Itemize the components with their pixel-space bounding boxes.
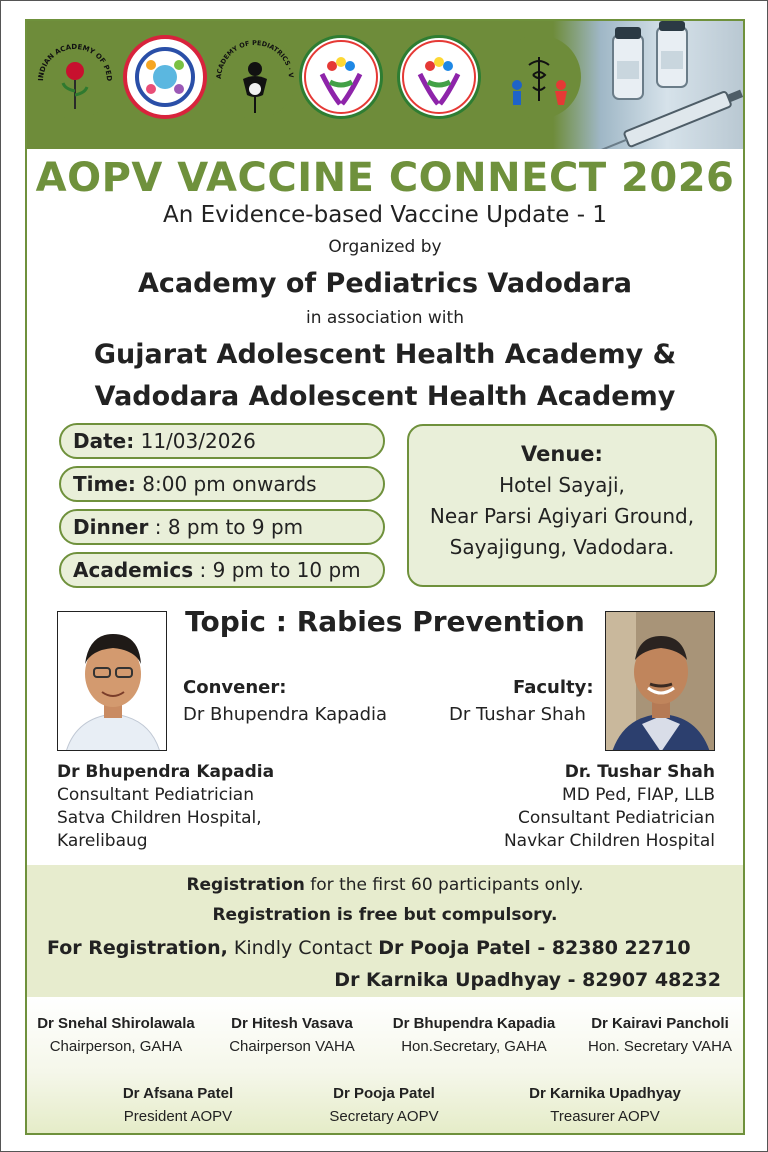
aop-gujarat-logo-icon: [123, 35, 207, 119]
aha-logo-icon: [299, 35, 383, 119]
dinner-value: : 8 pm to 9 pm: [148, 515, 304, 539]
registration-contact-line: [47, 937, 691, 959]
office-bearer-name: Dr Bhupendra Kapadia: [392, 1015, 556, 1032]
convener-bio-line-3: Karelibaug: [57, 831, 148, 851]
logo-header: [27, 21, 743, 149]
organizer-name: Academy of Pediatrics Vadodara: [137, 268, 633, 299]
office-bearer-role: President AOPV: [123, 1108, 233, 1125]
office-bearer-name: Dr Hitesh Vasava: [231, 1015, 353, 1032]
office-bearer-name: Dr Kairavi Pancholi: [591, 1015, 729, 1032]
faculty-bio-name: Dr. Tushar Shah: [564, 762, 715, 782]
office-bearer-name: Dr Karnika Upadhyay: [529, 1085, 681, 1102]
office-bearer-role: Chairperson, GAHA: [49, 1038, 183, 1055]
office-bearer: [379, 1015, 569, 1055]
svg-text:INDIAN ACADEMY OF PEDIATRICS: INDIAN ACADEMY OF PED: [36, 42, 114, 82]
time-value: 8:00 pm onwards: [135, 472, 317, 496]
date-pill: [59, 423, 385, 459]
registration-line-2: Registration is free but compulsory.: [212, 905, 558, 925]
event-title: AOPV VACCINE CONNECT 2026: [35, 155, 735, 201]
office-bearer: [31, 1015, 201, 1055]
faculty-bio-line-3: Navkar Children Hospital: [503, 831, 715, 851]
office-bearer-role: Hon. Secretary VAHA: [588, 1038, 732, 1055]
vaccine-vials-icon: [553, 21, 743, 149]
convener-bio-line-2: Satva Children Hospital,: [57, 808, 262, 828]
venue-line-3: Sayajigung, Vadodara.: [449, 535, 675, 559]
venue-box: [407, 424, 717, 587]
association-label: in association with: [306, 308, 464, 328]
office-bearers: [27, 997, 743, 1133]
dinner-pill: [59, 509, 385, 545]
venue-heading: Venue:: [521, 442, 603, 466]
office-bearer: [103, 1085, 253, 1125]
office-bearer: [505, 1085, 705, 1125]
registration-band: [27, 865, 743, 997]
faculty-name: Dr Tushar Shah: [449, 704, 586, 725]
office-bearer-name: Dr Pooja Patel: [333, 1085, 435, 1102]
registration-line-1-bold: Registration: [186, 875, 305, 895]
office-bearer-role: Secretary AOPV: [329, 1108, 439, 1125]
convener-bio: [57, 761, 274, 853]
faculty-bio-line-1: MD Ped, FIAP, LLB: [562, 785, 715, 805]
associate-2: Vadodara Adolescent Health Academy: [94, 381, 676, 412]
faculty-photo: [605, 611, 715, 751]
convener-bio-line-1: Consultant Pediatrician: [57, 785, 255, 805]
date-value: 11/03/2026: [134, 429, 256, 453]
faculty-label: Faculty:: [513, 677, 594, 698]
convener-label: Convener:: [183, 677, 287, 698]
academics-label: Academics: [73, 558, 194, 582]
office-bearer-role: Hon.Secretary, GAHA: [401, 1038, 547, 1055]
aop-vadodara-logo-icon: [213, 35, 297, 119]
registration-line-1: [27, 875, 743, 895]
registration-contact-2: Dr Karnika Upadhyay - 82907 48232: [334, 969, 721, 991]
organized-by-label: Organized by: [328, 237, 442, 257]
event-subtitle: An Evidence-based Vaccine Update - 1: [163, 202, 607, 228]
registration-line-1-rest: for the first 60 participants only.: [304, 875, 584, 895]
office-bearer-role: Treasurer AOPV: [550, 1108, 660, 1125]
convener-name: Dr Bhupendra Kapadia: [183, 704, 388, 725]
date-label: Date:: [73, 429, 135, 453]
topic-heading: Topic : Rabies Prevention: [185, 605, 585, 638]
time-label: Time:: [73, 472, 136, 496]
registration-contact-rest: Kindly Contact: [227, 937, 379, 959]
academics-pill: [59, 552, 385, 588]
flyer: [25, 19, 745, 1135]
office-bearer: [309, 1085, 459, 1125]
convener-bio-name: Dr Bhupendra Kapadia: [57, 762, 275, 782]
office-bearer-name: Dr Afsana Patel: [122, 1085, 234, 1102]
associate-1: Gujarat Adolescent Health Academy &: [93, 339, 677, 370]
venue-line-2: Near Parsi Agiyari Ground,: [429, 504, 695, 528]
registration-contact-bold: For Registration,: [47, 937, 228, 959]
office-bearer: [577, 1015, 743, 1055]
faculty-bio-line-2: Consultant Pediatrician: [517, 808, 715, 828]
office-bearer-role: Chairperson VAHA: [229, 1038, 355, 1055]
aha-gujarat-logo-icon: [397, 35, 481, 119]
convener-photo: [57, 611, 167, 751]
registration-contact-1: Dr Pooja Patel - 82380 22710: [378, 937, 691, 959]
office-bearer-name: Dr Snehal Shirolawala: [37, 1015, 195, 1032]
faculty-bio: [504, 761, 715, 853]
venue-line-1: Hotel Sayaji,: [499, 473, 625, 497]
svg-text:ACADEMY OF PEDIATRICS · VADODA: ACADEMY OF PEDIATRICS · V: [214, 38, 296, 80]
aha-vadodara-logo-icon: [497, 35, 581, 119]
time-pill: [59, 466, 385, 502]
academics-value: : 9 pm to 10 pm: [193, 558, 361, 582]
office-bearer: [217, 1015, 367, 1055]
iap-rose-logo-icon: [33, 35, 117, 119]
dinner-label: Dinner: [73, 515, 149, 539]
